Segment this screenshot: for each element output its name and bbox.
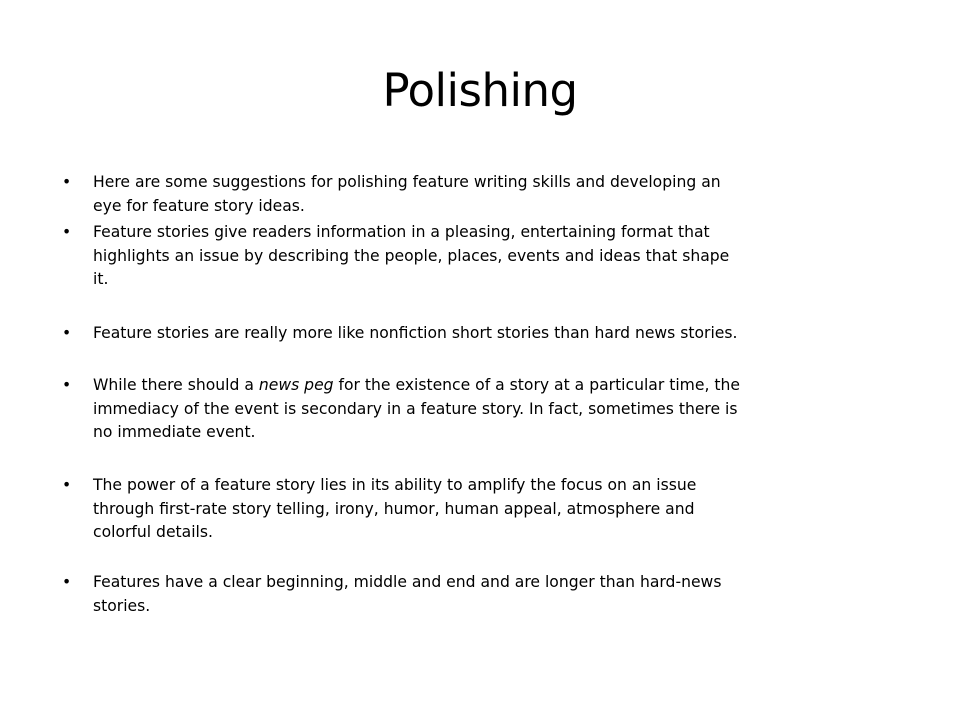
slide-title: Polishing (382, 64, 578, 117)
bullet-item-6 (62, 571, 908, 618)
bullet-text-line: Features have a clear beginning, middle and end and are longer than hard-news (93, 573, 722, 591)
bullet-text-segment: for the existence of a story at a particular time, the (333, 376, 740, 394)
news-peg-emphasis: news peg (258, 376, 334, 394)
bullet-text-line: Feature stories give readers information in a pleasing, entertaining format that (93, 223, 710, 241)
bullet-text-line: The power of a feature story lies in its ability to amplify the focus on an issue (93, 476, 697, 494)
bullet-item-4 (62, 374, 908, 445)
bullet-item-1 (62, 171, 908, 218)
bullet-item-5 (62, 474, 908, 545)
bullet-dot-icon: • (62, 476, 72, 494)
bullet-text-line: colorful details. (93, 523, 213, 542)
bullet-item-3 (62, 322, 908, 346)
bullet-dot-icon: • (62, 223, 72, 241)
bullet-text-line: it. (93, 270, 109, 289)
bullet-text-line: Here are some suggestions for polishing feature writing skills and developing an (93, 173, 721, 191)
bullet-text-line: eye for feature story ideas. (93, 196, 305, 215)
bullet-dot-icon: • (62, 376, 72, 394)
bullet-item-2 (62, 221, 908, 292)
bullet-text-line: no immediate event. (93, 423, 256, 442)
bullet-text-line: through first-rate story telling, irony, humor, human appeal, atmosphere and (93, 499, 695, 518)
bullet-text-line-with-emphasis (93, 374, 908, 398)
bullet-dot-icon: • (62, 573, 72, 591)
bullet-text-segment: While there should a (93, 376, 259, 394)
bullet-text-line: highlights an issue by describing the people, places, events and ideas that shape (93, 246, 730, 265)
bullet-text-line: Feature stories are really more like nonfiction short stories than hard news stories. (93, 324, 738, 342)
bullet-dot-icon: • (62, 324, 72, 342)
bullet-dot-icon: • (62, 173, 72, 191)
bullet-text-line: immediacy of the event is secondary in a feature story. In fact, sometimes there is (93, 399, 738, 418)
bullet-text-line: stories. (93, 596, 151, 615)
